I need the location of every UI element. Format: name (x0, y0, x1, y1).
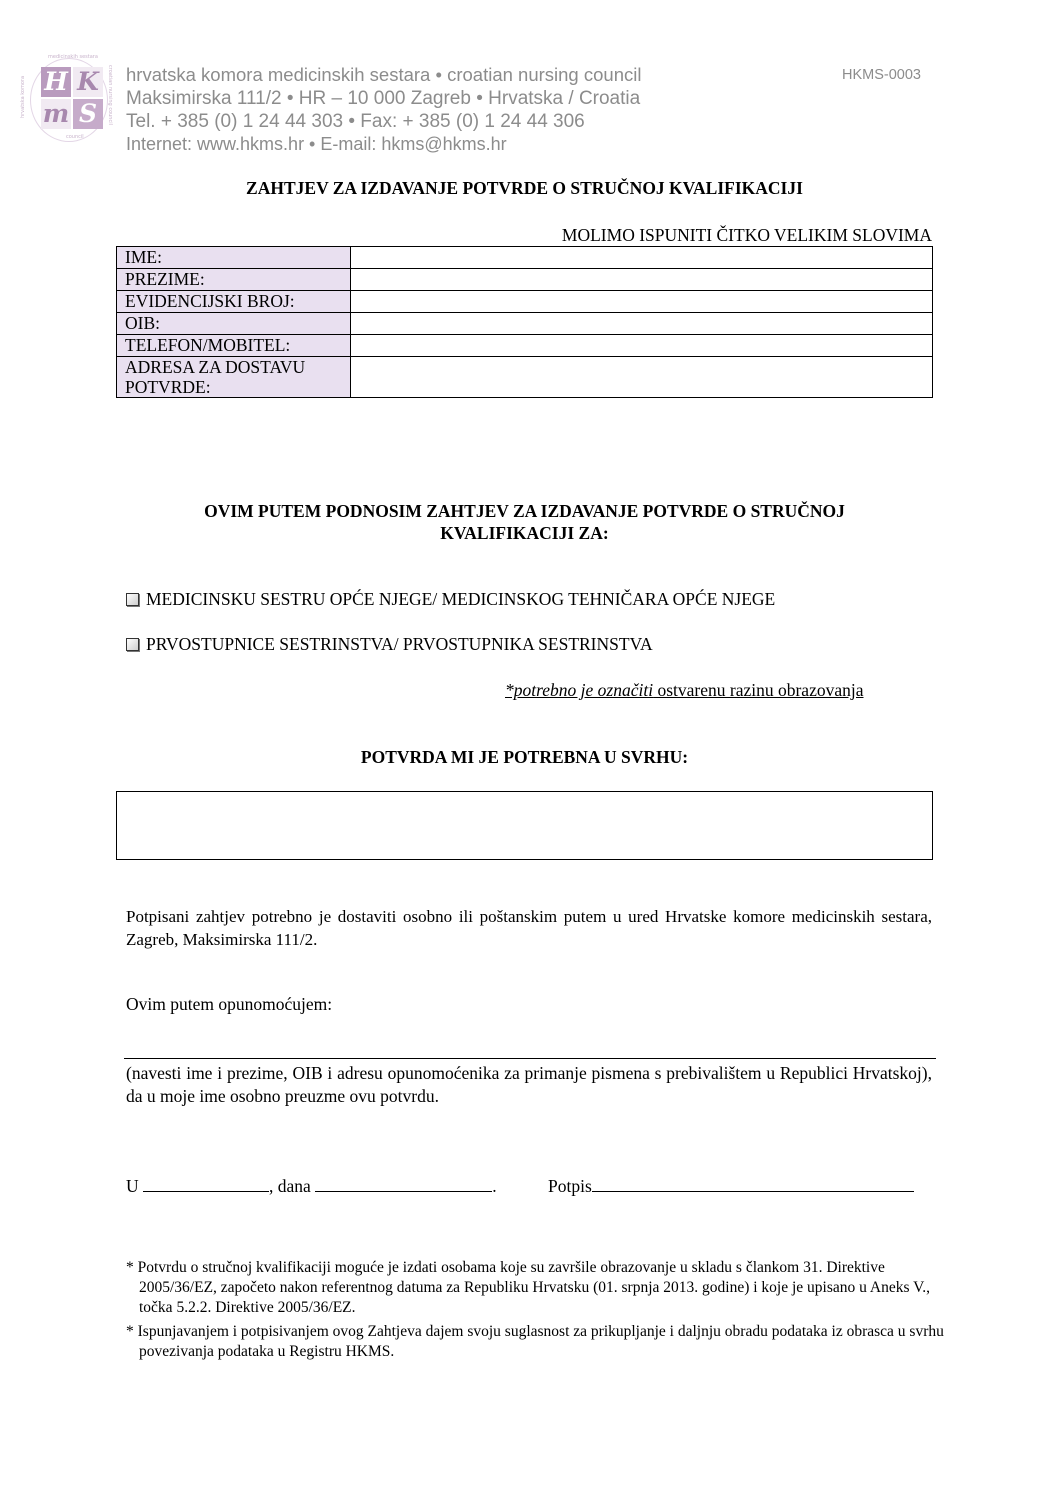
field-label-adresa: ADRESA ZA DOSTAVU POTVRDE: (117, 357, 351, 398)
table-row (117, 291, 933, 313)
org-address: Maksimirska 111/2 • HR – 10 000 Zagreb • Hrvatska / Croatia (126, 88, 641, 109)
footnote-qualification: * Potvrdu o stručnoj kvalifikaciji moguće je izdati osobama koje su završile obrazovanje u skladu s člankom 31. Direktive 2005/36/EZ, započeto nakon referentnog datuma za Republiku Hrvatsku (01. srpnja 2013. godine) i koje je upisano u Aneks V., točka 5.2.2. Direktive 2005/36/EZ. (126, 1259, 931, 1316)
request-title (116, 500, 933, 544)
table-row (117, 247, 933, 269)
authorization-instructions: (navesti ime i prezime, OIB i adresu opunomoćenika za primanje pismena s prebivalištem u Republici Hrvatskoj), da u moje ime osobno preuzme ovu potvrdu. (126, 1063, 932, 1106)
field-label-telefon: TELEFON/MOBITEL: (117, 335, 351, 357)
option-prvostupnik[interactable] (126, 634, 653, 655)
field-input-telefon[interactable] (351, 335, 933, 357)
document-code: HKMS-0003 (842, 67, 921, 83)
field-input-prezime[interactable] (351, 269, 933, 291)
logo-arc-bottom: council (66, 134, 84, 140)
logo-letter-h: H (41, 67, 71, 97)
authorization-intro: Ovim putem opunomoćujem: (126, 994, 333, 1014)
delivery-instructions: Potpisani zahtjev potrebno je dostaviti osobno ili poštanskim putem u ured Hrvatske komore medicinskih sestara, Zagreb, Maksimirska 111/2. (126, 907, 932, 949)
footnote-consent: * Ispunjavanjem i potpisivanjem ovog Zahtjeva dajem svoju suglasnost za prikupljanje i daljnju obradu podataka iz obrasca u svrhu povezivanja podataka u Registru HKMS. (126, 1323, 944, 1360)
field-input-adresa[interactable] (351, 357, 933, 398)
purpose-title: POTVRDA MI JE POTREBNA U SVRHU: (360, 747, 689, 767)
signature-field (548, 1175, 914, 1197)
table-row (117, 357, 933, 398)
org-phone-fax: Tel. + 385 (0) 1 24 44 303 • Fax: + 385 (0) 1 24 44 306 (126, 111, 585, 132)
logo-letter-m: m (42, 99, 70, 128)
signature-label: Potpis (548, 1176, 592, 1196)
place-label: U (126, 1176, 139, 1196)
request-title-line-2: KVALIFIKACIJI ZA: (440, 523, 609, 543)
option-label: PRVOSTUPNICE SESTRINSTVA/ PRVOSTUPNIKA SESTRINSTVA (146, 634, 653, 654)
logo-arc-right: croatian nursing council (106, 65, 113, 125)
logo-letter-s: S (73, 99, 103, 129)
logo-letter-k: K (73, 67, 103, 97)
personal-data-table (116, 246, 933, 398)
request-title-line-1: OVIM PUTEM PODNOSIM ZAHTJEV ZA IZDAVANJE POTVRDE O STRUČNOJ (204, 501, 845, 521)
field-input-evidencijski-broj[interactable] (351, 291, 933, 313)
field-label-ime: IME: (117, 247, 351, 269)
purpose-input[interactable] (116, 791, 933, 860)
place-date-field (126, 1175, 497, 1197)
option-label: MEDICINSKU SESTRU OPĆE NJEGE/ MEDICINSKOG TEHNIČARA OPĆE NJEGE (146, 589, 776, 609)
field-label-evidencijski-broj: EVIDENCIJSKI BROJ: (117, 291, 351, 313)
fill-instructions: MOLIMO ISPUNITI ČITKO VELIKIM SLOVIMA (561, 225, 932, 245)
date-end-dot: . (492, 1176, 497, 1196)
checkbox-icon[interactable] (126, 638, 139, 651)
checkbox-icon[interactable] (126, 593, 139, 606)
note-italic: *potrebno je označiti (505, 680, 654, 700)
option-opca-njega[interactable] (126, 589, 775, 610)
education-level-note (505, 680, 864, 701)
date-input[interactable] (315, 1175, 492, 1192)
signature-input[interactable] (592, 1175, 914, 1192)
form-title: ZAHTJEV ZA IZDAVANJE POTVRDE O STRUČNOJ KVALIFIKACIJI (246, 178, 803, 198)
field-label-prezime: PREZIME: (117, 269, 351, 291)
logo-arc-left: hrvatska komora (20, 75, 27, 119)
logo-arc-top: medicinskih sestara (48, 54, 98, 60)
table-row (117, 269, 933, 291)
authorized-person-input[interactable] (124, 1058, 936, 1059)
field-input-ime[interactable] (351, 247, 933, 269)
place-input[interactable] (143, 1175, 269, 1192)
note-rest: ostvarenu razinu obrazovanja (653, 680, 864, 700)
table-row (117, 335, 933, 357)
org-name: hrvatska komora medicinskih sestara • croatian nursing council (126, 64, 642, 85)
hkms-logo (20, 54, 122, 146)
date-label: , dana (269, 1176, 311, 1196)
table-row (117, 313, 933, 335)
org-web-email: Internet: www.hkms.hr • E-mail: hkms@hkms.hr (126, 134, 507, 154)
field-input-oib[interactable] (351, 313, 933, 335)
field-label-oib: OIB: (117, 313, 351, 335)
